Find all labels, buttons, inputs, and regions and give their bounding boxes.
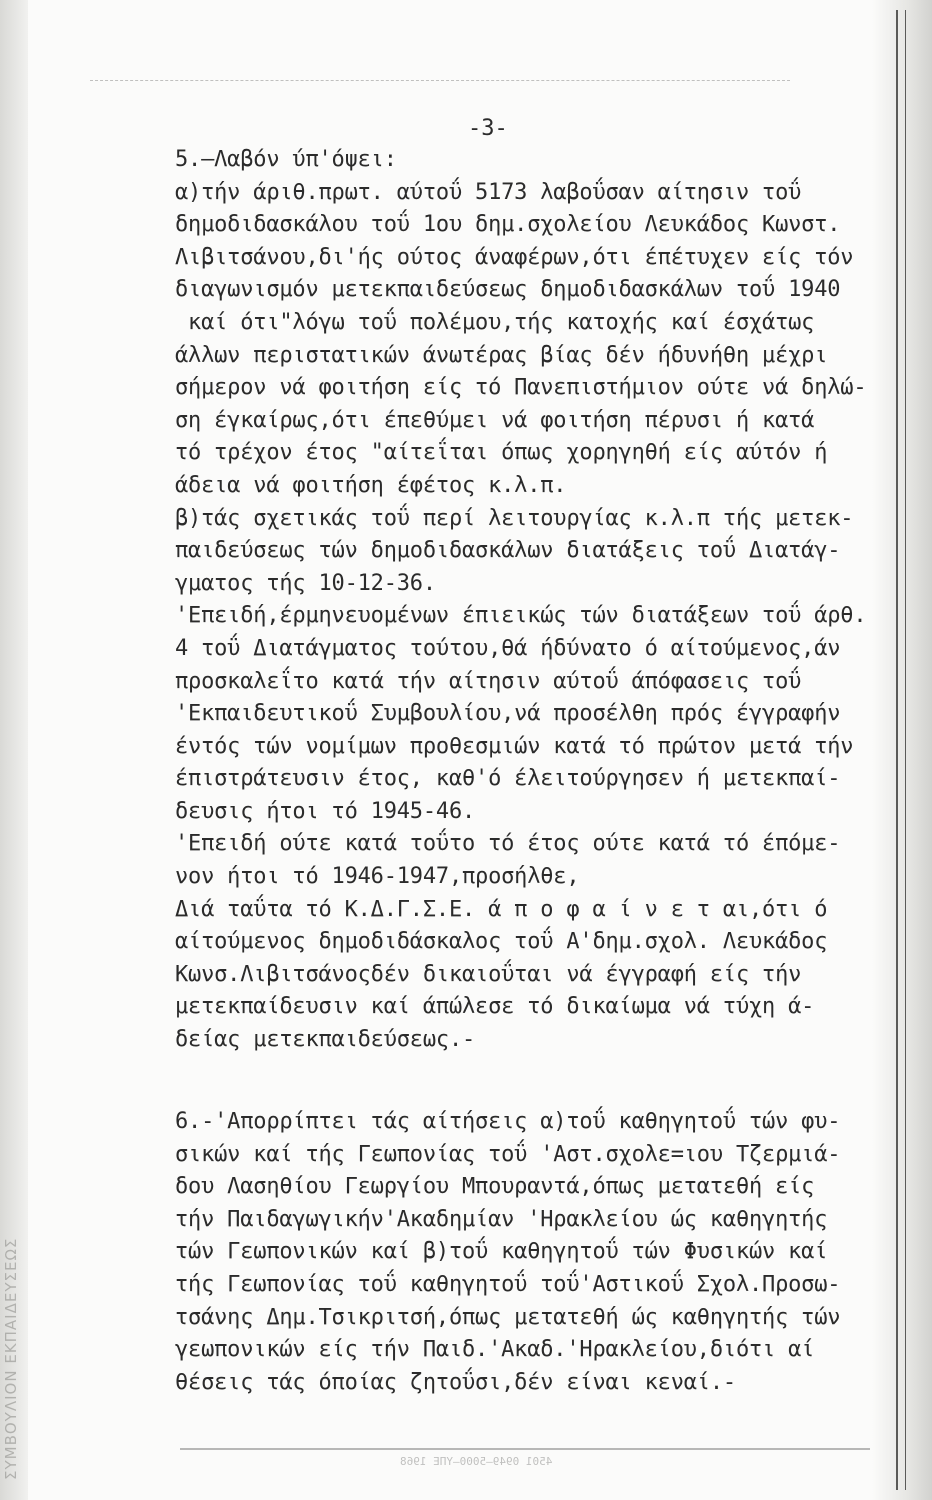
text-line: 5.—Λαβόν ύπ'όψει: — [175, 147, 397, 172]
text-line: έντός τών νομίμων προθεσμιών κατά τό πρώτον μετά τήν — [175, 733, 854, 759]
text-line: δημοδιδασκάλου τοΰ 1ου δημ.σχολείου Λευκάδος Κωνστ. — [175, 212, 841, 238]
text-line: καί ότι"λόγω τοΰ πολέμου,τής κατοχής καί έσχάτως — [175, 309, 815, 335]
text-line: 'Επειδή ούτε κατά τοΰτο τό έτος ούτε κατά τό έπόμε- — [175, 831, 841, 857]
text-line: β)τάς σχετικάς τοΰ περί λειτουργίας κ.λ.π τής μετεκ- — [175, 505, 854, 531]
text-line: τσάνης Δημ.Τσικριτσή,όπως μετατεθή ώς καθηγητής τών — [175, 1304, 841, 1330]
text-line: α)τήν άριθ.πρωτ. αύτοΰ 5173 λαβοΰσαν αίτησιν τοΰ — [175, 179, 802, 205]
binding-line — [896, 10, 898, 1490]
text-line: τήν Παιδαγωγικήν'Ακαδημίαν 'Ηρακλείου ώς καθηγητής — [175, 1206, 828, 1232]
text-line: τών Γεωπονικών καί β)τοΰ καθηγητοΰ τών Φυσικών καί — [175, 1239, 828, 1265]
text-line: ση έγκαίρως,ότι έπεθύμει νά φοιτήση πέρυσι ή κατά — [175, 407, 815, 433]
text-line: 4 τοΰ Διατάγματος τούτου,θά ήδύνατο ό αίτούμενος,άν — [175, 635, 841, 661]
bottom-rule — [180, 1448, 870, 1450]
text-line: παιδεύσεως τών δημοδιδασκάλων διατάξεις τοΰ Διατάγ- — [175, 538, 841, 564]
text-line: νον ήτοι τό 1946-1947,προσήλθε, — [175, 864, 580, 890]
text-line: σήμερον νά φοιτήση είς τό Πανεπιστήμιον ούτε νά δηλώ- — [175, 375, 867, 401]
side-stamp: ΣΥΜΒΟΥΛΙΟΝ ΕΚΠΑΙΔΕΥΣΕΩΣ — [2, 1237, 20, 1480]
text-line: διαγωνισμόν μετεκπαιδεύσεως δημοδιδασκάλων τοΰ 1940 — [175, 277, 841, 303]
section-5-text — [175, 144, 895, 1057]
page-number: -3- — [468, 116, 508, 141]
text-line: άλλων περιστατικών άνωτέρας βίας δέν ήδυνήθη μέχρι — [175, 342, 828, 368]
text-line: μετεκπαίδευσιν καί άπώλεσε τό δικαίωμα νά τύχη ά- — [175, 994, 815, 1020]
binding-line — [905, 10, 906, 1490]
text-line: έπιστράτευσιν έτος, καθ'ό έλειτούργησεν ή μετεκπαί- — [175, 766, 841, 792]
text-line: Διά ταΰτα τό Κ.Δ.Γ.Σ.Ε. ά π ο φ α ί ν ε τ αι,ότι ό — [175, 896, 828, 922]
text-line: δου Λασηθίου Γεωργίου Μπουραντά,όπως μετατεθή είς — [175, 1174, 815, 1200]
text-line: αίτούμενος δημοδιδάσκαλος τοΰ Α'δημ.σχολ. Λευκάδος — [175, 929, 828, 955]
text-line: προσκαλεΐτο κατά τήν αίτησιν αύτοΰ άπόφασεις τοΰ — [175, 668, 802, 694]
text-line: τής Γεωπονίας τοΰ καθηγητοΰ τοΰ'Αστικοΰ Σχολ.Προσω- — [175, 1271, 841, 1297]
text-line: γματος τής 10-12-36. — [175, 570, 436, 596]
top-rule — [90, 80, 790, 81]
text-line: δευσις ήτοι τό 1945-46. — [175, 798, 476, 824]
text-line: δείας μετεκπαιδεύσεως.- — [175, 1027, 476, 1053]
footer-code: 4501 0949—5000—ΥΠΕ 1968 — [400, 1455, 553, 1468]
text-line: Λιβιτσάνου,δι'ής ούτος άναφέρων,ότι έπέτυχεν είς τόν — [175, 244, 854, 270]
text-line: άδεια νά φοιτήση έφέτος κ.λ.π. — [175, 472, 567, 498]
text-line: τό τρέχον έτος "αίτεΐται όπως χορηγηθή είς αύτόν ή — [175, 440, 828, 466]
text-line: θέσεις τάς όποίας ζητοΰσι,δέν είναι κεναί.- — [175, 1369, 736, 1395]
text-line: 'Εκπαιδευτικοΰ Συμβουλίου,νά προσέλθη πρός έγγραφήν — [175, 701, 841, 727]
text-line: σικών καί τής Γεωπονίας τοΰ 'Αστ.σχολε=ιου Τζερμιά- — [175, 1141, 841, 1167]
text-line: γεωπονικών είς τήν Παιδ.'Ακαδ.'Ηρακλείου,διότι αί — [175, 1337, 815, 1363]
text-line: 'Επειδή,έρμηνευομένων έπιεικώς τών διατάξεων τοΰ άρθ. — [175, 603, 867, 629]
text-line: Κωνσ.Λιβιτσάνοςδέν δικαιοΰται νά έγγραφή είς τήν — [175, 961, 802, 987]
section-6-text — [175, 1106, 895, 1399]
text-line: 6.-'Απορρίπτει τάς αίτήσεις α)τοΰ καθηγητοΰ τών φυ- — [175, 1109, 841, 1134]
